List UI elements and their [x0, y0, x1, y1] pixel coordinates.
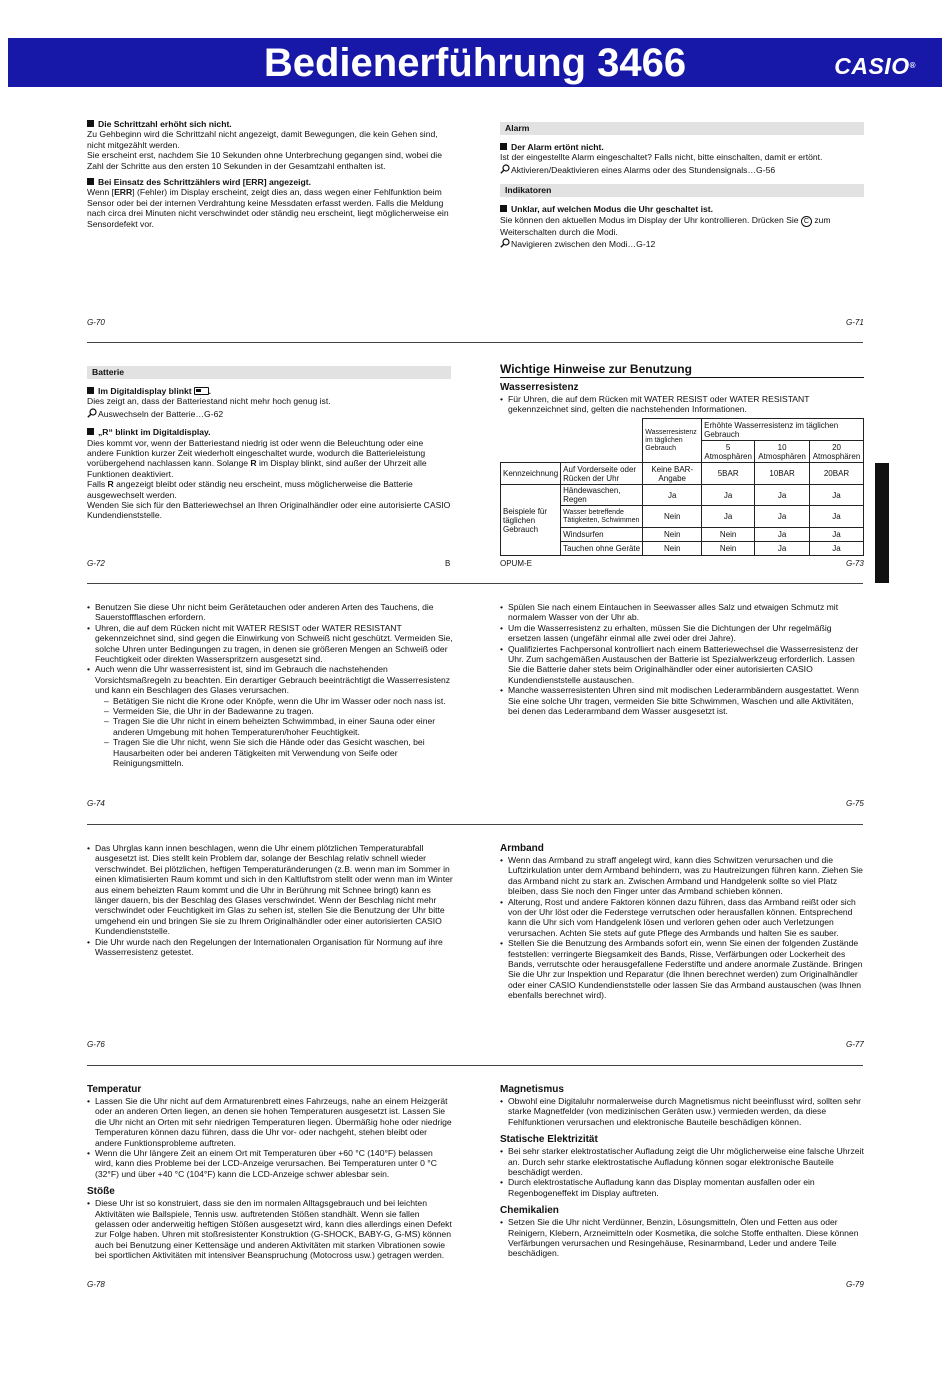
text-err: Wenn [ERR] (Fehler) im Display erscheint, zeigt dies an, dass wegen einer Fehlfunktion beim Sensor oder bei der internen Verdrahtung keine Messdaten erfasst werden. Falls die Meldung nach circa drei Minuten nicht verschwindet oder ständig neu erscheint, liegt möglicherweise ein Sensordefekt vor. [87, 187, 449, 229]
activity: Tauchen ohne Geräte [561, 542, 643, 556]
page-g70 [87, 119, 453, 229]
activity: Händewaschen, Regen [561, 485, 643, 506]
page-g79 [500, 1084, 864, 1259]
section-title: Wichtige Hinweise zur Benutzung [500, 362, 864, 378]
side-tab [875, 463, 889, 583]
magnifier-icon [500, 238, 510, 248]
list-item: • Stellen Sie die Benutzung des Armbands sofort ein, wenn Sie einen der folgenden Zustände feststellen: verringerte Biegsamkeit des Bands, Risse, Verfärbungen oder Lockerheit des Bands, verrutschte oder herausgefallene Federstifte und andere anormale Zustände. Bringen Sie die Uhr zur Inspektion und Reparatur (die Ihnen berechnet werden) zum Originalhändler oder einer CASIO Kundendienststelle oder lassen Sie das Armband austauschen (was Ihnen ebenfalls berechnet wird). [500, 938, 864, 1000]
section-bar-indicators: Indikatoren [500, 184, 864, 197]
divider [87, 342, 863, 343]
list-item: • Wenn die Uhr längere Zeit an einem Ort mit Temperaturen über +60 °C (140°F) belassen wird, kann dies Probleme bei der LCD-Anzeige verursachen. Bei Temperaturen unter 0 °C (32°F) und über +40 °C (104°F) kann die LCD-Anzeige schwer ablesbar sein. [87, 1148, 453, 1179]
list-item: • Uhren, die auf dem Rücken nicht mit WATER RESIST oder WATER RESISTANT gekennzeichnet sind, sind gegen die Einwirkung von Schweiß nicht geschützt. Vermeiden Sie, solche Uhren unter Bedingungen zu tragen, in denen sie größeren Mengen an Schweiß oder Feuchtigkeit oder direkten Wasserspritzern ausgesetzt sind. [87, 623, 453, 665]
table-cell: Nein [702, 542, 755, 556]
table-cell: Nein [643, 506, 702, 528]
text-alarm: Ist der eingestellte Alarm eingeschaltet? Falls nicht, bitte einschalten, damit er ertönt. [500, 152, 823, 163]
text-r-stays: Falls R angezeigt bleibt oder ständig neu erscheint, muss möglicherweise die Batterie ausgewechselt werden. [87, 479, 413, 500]
list-item: • Für Uhren, die auf dem Rücken mit WATER RESIST oder WATER RESISTANT gekennzeichnet sind, gelten die nachstehenden Informationen. [500, 394, 864, 415]
label-marking-where: Auf Vorderseite oder Rücken der Uhr [561, 463, 643, 485]
table-cell: Ja [810, 528, 864, 542]
section-title: Magnetismus [500, 1084, 564, 1095]
list-item: • Wenn das Armband zu straff angelegt wird, kann dies Schwitzen verursachen und die Luftzirkulation unter dem Armband behindern, was zu Hautreizungen führen kann. Ziehen Sie das Armband nicht zu stark an. Zwischen Armband und Handgelenk sollte so viel Platz bleiben, dass Sie noch den Finger unter das Armband schieben können. [500, 855, 864, 897]
sub-list-item: – Tragen Sie die Uhr nicht, wenn Sie sich die Hände oder das Gesicht waschen, bei Hausarbeiten oder bei anderen Tätigkeiten mit Verwendung von Seife oder Reinigungsmitteln. [103, 737, 453, 768]
table-cell: Ja [810, 506, 864, 528]
table-cell: Nein [643, 528, 702, 542]
list-item: • Obwohl eine Digitaluhr normalerweise durch Magnetismus nicht beeinflusst wird, sollten sehr starke Magnetfelder (von medizinischen Geräten usw.) vermieden werden, da diese Fehlfunktionen verursachen und elektronische Bauteile beschädigen können. [500, 1096, 864, 1127]
list-item: • Diese Uhr ist so konstruiert, dass sie den im normalen Alltagsgebrauch und bei leichten Aktivitäten wie Ballspiele, Tennis usw. auftretenden Stößen standhält. Wenn sie fallen gelassen oder anderweitig heftigen Stößen ausgesetzt wird, kann dies allerdings einen Defekt zur Folge haben. Uhren mit stoßresistenter Konstruktion (G-SHOCK, BABY-G, G-MS) können auch bei Benutzung einer Kettensäge und anderen Aktivitäten mit starken Vibrationen sowie bei sportlichen Aktivitäten mit intensiver Beanspruchung (Motocross usw.) getragen werden. [87, 1198, 453, 1260]
registered-mark: ® [909, 61, 916, 70]
section-title: Chemikalien [500, 1205, 559, 1217]
text-battery-blink: Dies zeigt an, dass der Batteriestand nicht mehr hoch genug ist. [87, 396, 331, 407]
header-20atm: 20 Atmosphären [810, 441, 864, 463]
list-item: • Um die Wasserresistenz zu erhalten, müssen Sie die Dichtungen der Uhr regelmäßig ersetzen lassen (ungefähr einmal alle zwei oder drei Jahre). [500, 623, 864, 644]
label-marking: Kennzeichnung [501, 463, 561, 485]
heading-battery-blink: Im Digitaldisplay blinkt . [87, 386, 451, 396]
page-g71 [500, 122, 864, 249]
page-number: G-75 [846, 799, 864, 808]
side-mark: B [445, 559, 451, 568]
heading-mode: Unklar, auf welchen Modus die Uhr geschaltet ist. [500, 204, 864, 214]
table-cell: Nein [643, 542, 702, 556]
table-cell: Ja [702, 485, 755, 506]
heading-r-blink: „R“ blinkt im Digitaldisplay. [87, 427, 451, 437]
battery-indicator-icon [194, 387, 209, 395]
table-cell: Ja [810, 485, 864, 506]
text-step-count: Zu Gehbeginn wird die Schrittzahl nicht angezeigt, damit Bewegungen, die kein Gehen sind, nicht mitgezählt werden. Sie erscheint erst, nachdem Sie 10 Sekunden ohne Unterbrechung gegangen sind, wobei die Zahl der Schritte aus den ersten 10 Sekunden in der Gesamtzahl enthalten ist. [87, 129, 442, 171]
text-battery-service: Wenden Sie sich für den Batteriewechsel an Ihren Originalhändler oder eine autorisierte CASIO Kundendienststelle. [87, 500, 451, 521]
page-number: G-76 [87, 1040, 105, 1049]
page-number: G-73 [846, 559, 864, 568]
divider [87, 583, 863, 584]
list-item: • Das Uhrglas kann innen beschlagen, wenn die Uhr einem plötzlichen Temperaturabfall ausgesetzt ist. Dies stellt kein Problem dar, solange der Beschlag relativ schnell wieder verschwindet. Bei plötzlichen, heftigen Temperaturänderungen (z.B. wenn man im Sommer in einen klimatisierten Raum kommt und sich in den Kaltluftstrom stellt oder wenn man im Winter aus einem beheizten Raum kommt und die Uhr in Berührung mit Schnee bringt) kann es länger dauern, bis der Beschlag des Glases verschwindet. Wenn der Beschlag nicht mehr verschwindet oder Feuchtigkeit im Glas zu sehen ist, stellen Sie die Benutzung der Uhr bitte umgehend ein und bringen Sie sie zu Ihrem Originalhändler oder einer autorisierten CASIO Kundendienststelle. [87, 843, 453, 937]
casio-logo [834, 54, 916, 78]
activity: Wasser betreffende Tätigkeiten, Schwimmen [561, 506, 643, 528]
page-g78 [87, 1084, 453, 1261]
cell-10bar: 10BAR [755, 463, 810, 485]
page-number: G-72 [87, 559, 105, 568]
list-item: • Manche wasserresistenten Uhren sind mit modischen Lederarmbändern ausgestattet. Wenn Sie eine solche Uhr tragen, vermeiden Sie bitte Schwimmen, Waschen und alle Aktivitäten, bei denen das Lederarmband dem Wasser ausgesetzt ist. [500, 685, 864, 716]
section-title: Temperatur [87, 1084, 142, 1095]
reference-modes: Navigieren zwischen den Modi…G-12 [500, 238, 864, 249]
section-title: Statische Elektrizität [500, 1134, 598, 1146]
section-title: Stöße [87, 1186, 115, 1198]
header-10atm: 10 Atmosphären [755, 441, 810, 463]
table-cell: Ja [643, 485, 702, 506]
page-number: G-70 [87, 318, 105, 327]
table-cell: Ja [702, 506, 755, 528]
subsection-title: Wasserresistenz [500, 382, 579, 393]
page-g72 [87, 366, 451, 521]
section-bar-alarm: Alarm [500, 122, 864, 135]
magnifier-icon [500, 164, 510, 174]
header-daily: Wasserresistenz im täglichen Gebrauch [643, 419, 702, 463]
section-title: Armband [500, 843, 544, 854]
table-cell: Ja [755, 542, 810, 556]
table-cell: Ja [755, 506, 810, 528]
cell-no-bar: Keine BAR-Angabe [643, 463, 702, 485]
magnifier-icon [87, 408, 97, 418]
reference-battery: Auswechseln der Batterie…G-62 [87, 408, 451, 419]
header-5atm: 5 Atmosphären [702, 441, 755, 463]
header-enhanced: Erhöhte Wasserresistenz im täglichen Gebrauch [702, 419, 864, 441]
page-g74 [87, 602, 453, 769]
list-item: • Setzen Sie die Uhr nicht Verdünner, Benzin, Lösungsmitteln, Ölen und Fetten aus oder Reinigern, Klebern, Arzneimitteln oder Kosmetika, die solche Stoffe enthalten. Diese können Verfärbungen verursachen und Resingehäuse, Resinarmband, Leder und andere Teile beschädigen. [500, 1217, 864, 1259]
table-cell: Ja [810, 542, 864, 556]
page-number: G-77 [846, 1040, 864, 1049]
page-g77 [500, 843, 864, 1001]
label-examples: Beispiele für täglichen Gebrauch [501, 485, 561, 556]
section-bar-battery: Batterie [87, 366, 451, 379]
list-item: • Die Uhr wurde nach den Regelungen der Internationalen Organisation für Normung auf ihre Wasserresistenz getestet. [87, 937, 453, 958]
list-item: • Qualifiziertes Fachpersonal kontrolliert nach einem Batteriewechsel die Wasserresistenz der Uhr. Zum sachgemäßen Austauschen der Batterie ist Spezialwerkzeug erforderlich. Lassen Sie die Batterie daher stets beim Originalhändler oder einer autorisierten CASIO Kundendienststelle austauschen. [500, 644, 864, 686]
side-mark: OPUM-E [500, 559, 532, 568]
cell-5bar: 5BAR [702, 463, 755, 485]
list-item: • Benutzen Sie diese Uhr nicht beim Gerätetauchen oder anderen Arten des Tauchens, die Sauerstoffflaschen erfordern. [87, 602, 453, 623]
button-c-symbol: C [801, 216, 812, 227]
page-number: G-78 [87, 1280, 105, 1289]
table-cell: Ja [755, 485, 810, 506]
list-item: • Bei sehr starker elektrostatischer Aufladung zeigt die Uhr möglicherweise eine falsche Uhrzeit an. Durch sehr starke elektrostatische Aufladung können sogar elektronische Bauteile beschädigt werden. [500, 1146, 864, 1177]
header-banner [8, 38, 942, 87]
heading-alarm: Der Alarm ertönt nicht. [500, 142, 864, 152]
table-cell: Ja [755, 528, 810, 542]
activity: Windsurfen [561, 528, 643, 542]
reference-alarm: Aktivieren/Deaktivieren eines Alarms oder des Stundensignals…G-56 [500, 164, 864, 175]
page-number: G-74 [87, 799, 105, 808]
list-item: • Auch wenn die Uhr wasserresistent ist, sind im Gebrauch die nachstehenden Vorsichtsmaßregeln zu beachten. Ein derartiger Gebrauch beeinträchtigt die Wasserresistenz und kann ein Beschlagen des Glases verursachen. – Betätigen Sie nicht die Krone oder Knöpfe, wenn die Uhr im Wasser oder noch nass ist. – Vermeiden Sie, die Uhr in der Badewanne zu tragen. – Tragen Sie die Uhr nicht in einem beheizten Schwimmbad, in einer Sauna oder einer anderen Umgebung mit hohen Temperaturen/hoher Feuchtigkeit. – Tragen Sie die Uhr nicht, wenn Sie sich die Hände oder das Gesicht waschen, bei Hausarbeiten oder bei anderen Tätigkeiten mit Verwendung von Seife oder Reinigungsmitteln. [87, 664, 453, 768]
text-mode: Sie können den aktuellen Modus im Display der Uhr kontrollieren. Drücken Sie C zum Weiterschalten durch die Modi. [500, 214, 831, 237]
page-number: G-79 [846, 1280, 864, 1289]
sub-list-item: – Tragen Sie die Uhr nicht in einem beheizten Schwimmbad, in einer Sauna oder einer anderen Umgebung mit hohen Temperaturen/hoher Feuchtigkeit. [103, 716, 453, 737]
list-item: • Alterung, Rost und andere Faktoren können dazu führen, dass das Armband reißt oder sich von der Uhr löst oder die Federstege verrutschen oder herausfallen können. Entsprechend kann die Uhr sich vom Handgelenk lösen und verloren gehen oder auch Verletzungen verursachen. Achten Sie stets auf gute Pflege des Armbands und halten Sie es sauber. [500, 897, 864, 939]
page-g75 [500, 602, 864, 716]
page-title: Bedienerführung 3466 [263, 41, 687, 85]
sub-list-item: – Vermeiden Sie, die Uhr in der Badewanne zu tragen. [103, 706, 453, 716]
table-cell: Nein [702, 528, 755, 542]
page-g73 [500, 362, 864, 415]
water-resistance-table [500, 418, 864, 556]
text-r-blink: Dies kommt vor, wenn der Batteriestand niedrig ist oder wenn die Beleuchtung oder eine andere Funktion kurzer Zeit wiederholt eingeschaltet wurde, wodurch die Batterieleistung vorübergehend nachlassen kann. Solange R im Display blinkt, sind außer der Uhrzeit alle Funktionen deaktiviert. [87, 437, 427, 479]
divider [87, 1065, 863, 1066]
heading-step-count: Die Schrittzahl erhöht sich nicht. [87, 119, 453, 129]
cell-20bar: 20BAR [810, 463, 864, 485]
table-row [501, 485, 864, 506]
brand-name: CASIO [834, 53, 910, 79]
page-number: G-71 [846, 318, 864, 327]
list-item: • Lassen Sie die Uhr nicht auf dem Armaturenbrett eines Fahrzeugs, nahe an einem Heizgerät oder an anderen Orten liegen, an denen sie hohen Temperaturen ausgesetzt ist. Lassen Sie die Uhr nicht an Orten mit sehr niedrigen Temperaturen liegen. Übermäßig hohe oder niedrige Temperaturen können dazu führen, dass die Uhr vor- oder nachgeht, stehen bleibt oder andere Funktionsprobleme auftreten. [87, 1096, 453, 1148]
heading-err: Bei Einsatz des Schrittzählers wird [ERR] angezeigt. [87, 177, 453, 187]
sub-list-item: – Betätigen Sie nicht die Krone oder Knöpfe, wenn die Uhr im Wasser oder noch nass ist. [103, 696, 453, 706]
divider [87, 824, 863, 825]
page-g76 [87, 843, 453, 957]
list-item: • Spülen Sie nach einem Eintauchen in Seewasser alles Salz und etwaigen Schmutz mit normalem Wasser von der Uhr ab. [500, 602, 864, 623]
list-item: • Durch elektrostatische Aufladung kann das Display momentan ausfallen oder ein Regenbogeneffekt im Display auftreten. [500, 1177, 864, 1198]
